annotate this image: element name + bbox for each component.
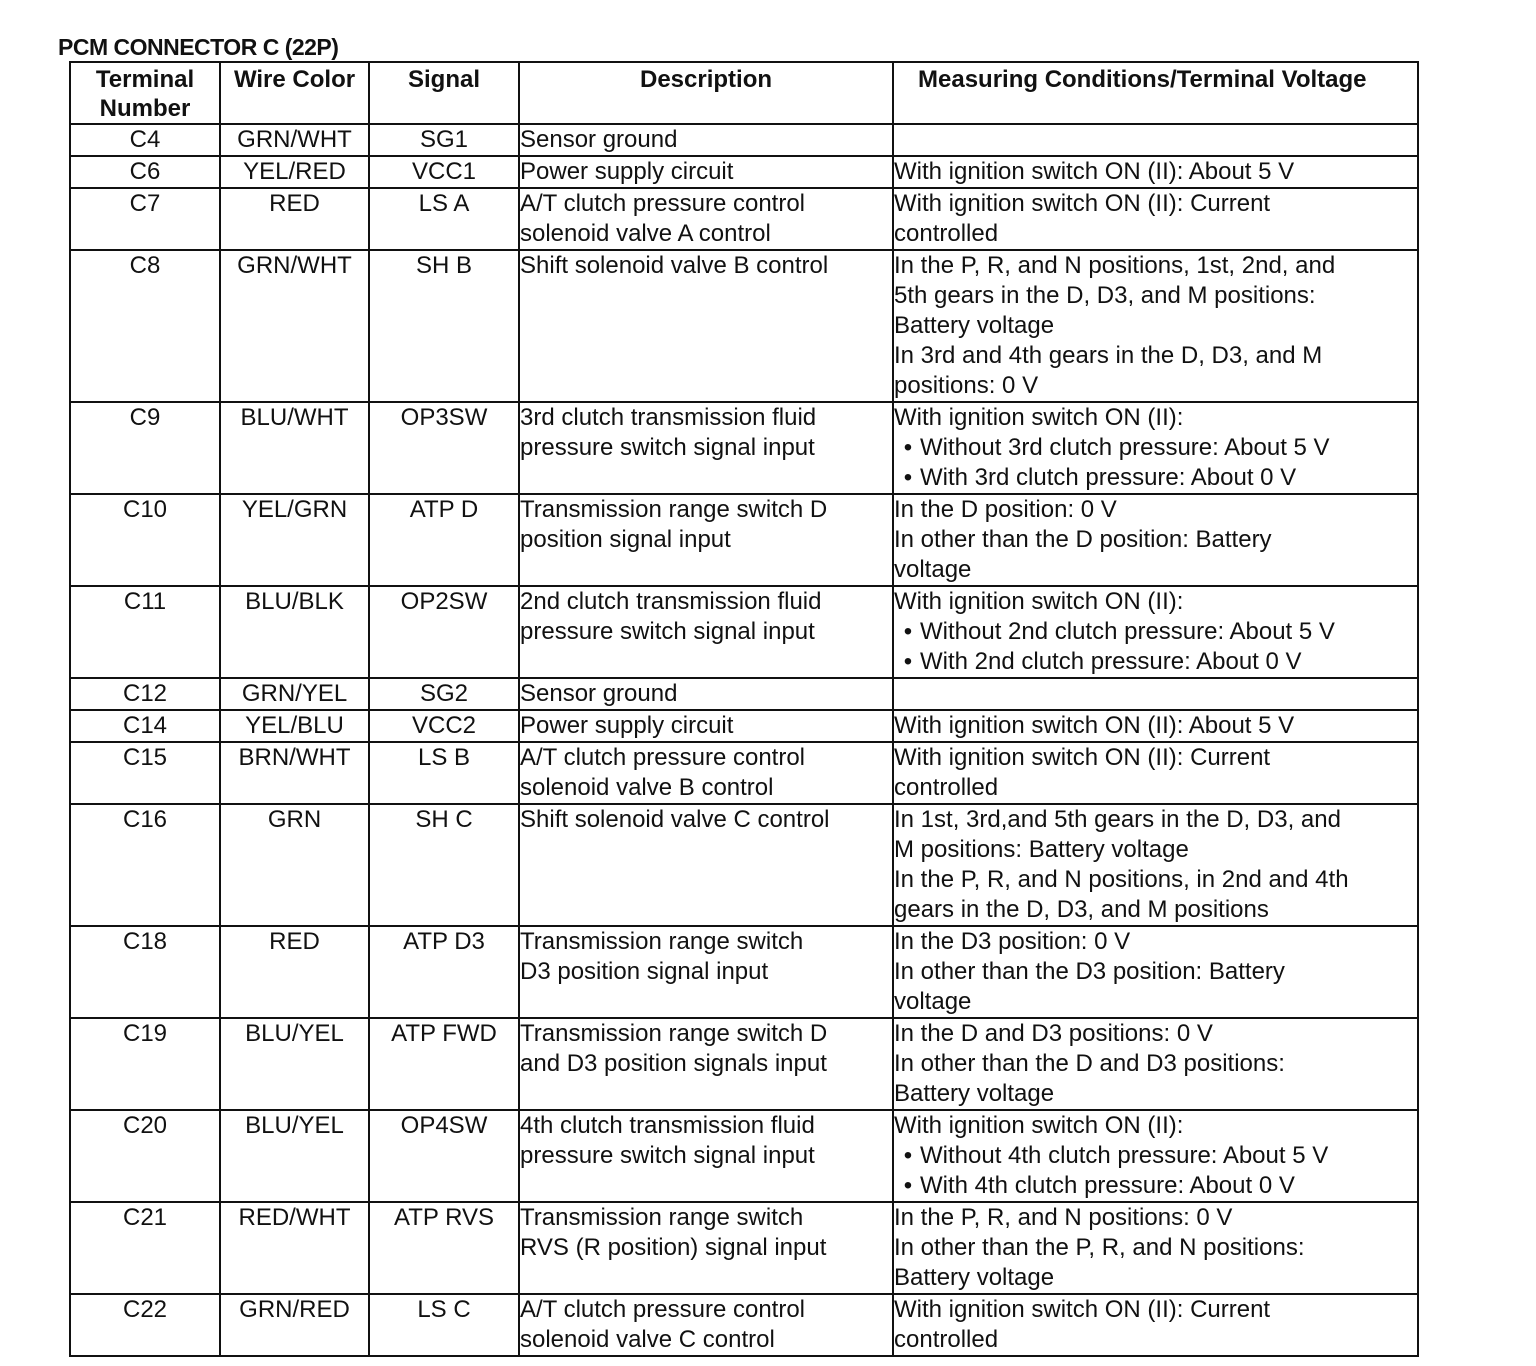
signal-cell: VCC1 (369, 156, 519, 188)
wire-color-cell: GRN (220, 804, 369, 926)
table-row (70, 1294, 1418, 1356)
terminal-number-cell: C12 (70, 678, 220, 710)
description-line: pressure switch signal input (520, 618, 815, 645)
description-cell (519, 804, 893, 926)
wire-color-cell: BLU/BLK (220, 586, 369, 678)
header-terminal-number: Terminal Number (70, 62, 220, 124)
wire-color-cell: GRN/RED (220, 1294, 369, 1356)
description-cell (519, 1202, 893, 1294)
wire-color-cell: GRN/WHT (220, 250, 369, 402)
measuring-bullet-item (894, 433, 1417, 463)
description-cell (519, 678, 893, 710)
measuring-line: positions: 0 V (894, 372, 1039, 399)
measuring-line: M positions: Battery voltage (894, 836, 1189, 863)
description-line: Transmission range switch D (520, 496, 828, 523)
measuring-line: gears in the D, D3, and M positions (894, 896, 1269, 923)
terminal-number-cell: C4 (70, 124, 220, 156)
measuring-conditions-cell (893, 926, 1418, 1018)
table-row (70, 1110, 1418, 1202)
signal-cell: SH B (369, 250, 519, 402)
signal-cell: ATP D (369, 494, 519, 586)
measuring-bullet-text: Without 3rd clutch pressure: About 5 V (920, 434, 1330, 461)
measuring-bullet-text: Without 4th clutch pressure: About 5 V (920, 1142, 1329, 1169)
measuring-bullet-item (894, 1171, 1417, 1201)
description-line: A/T clutch pressure control (520, 190, 806, 217)
wire-color-cell: RED (220, 188, 369, 250)
measuring-conditions-cell (893, 188, 1418, 250)
measuring-line: In the P, R, and N positions: 0 V (894, 1204, 1233, 1231)
table-row (70, 804, 1418, 926)
terminal-number-cell: C21 (70, 1202, 220, 1294)
header-signal: Signal (369, 62, 519, 124)
table-row (70, 188, 1418, 250)
description-line: and D3 position signals input (520, 1050, 827, 1077)
table-row (70, 678, 1418, 710)
measuring-line: With ignition switch ON (II): (894, 588, 1184, 615)
description-line: pressure switch signal input (520, 434, 815, 461)
measuring-conditions-cell (893, 250, 1418, 402)
measuring-conditions-cell (893, 1018, 1418, 1110)
description-line: Power supply circuit (520, 158, 734, 185)
table-header-row (70, 62, 1418, 124)
bullet-icon: • (903, 1172, 913, 1199)
measuring-line: In other than the D and D3 positions: (894, 1050, 1285, 1077)
measuring-line: In the P, R, and N positions, in 2nd and 4th (894, 866, 1349, 893)
description-cell (519, 1110, 893, 1202)
measuring-line: In the D and D3 positions: 0 V (894, 1020, 1213, 1047)
wire-color-cell: BLU/YEL (220, 1110, 369, 1202)
wire-color-cell: YEL/RED (220, 156, 369, 188)
measuring-bullet-text: With 4th clutch pressure: About 0 V (920, 1172, 1295, 1199)
measuring-line: controlled (894, 220, 999, 247)
description-cell (519, 1294, 893, 1356)
measuring-line: 5th gears in the D, D3, and M positions: (894, 282, 1316, 309)
wire-color-cell: BRN/WHT (220, 742, 369, 804)
description-cell (519, 188, 893, 250)
wire-color-cell: YEL/GRN (220, 494, 369, 586)
measuring-bullet-item (894, 1141, 1417, 1171)
table-body (70, 124, 1418, 1356)
description-line: 3rd clutch transmission fluid (520, 404, 817, 431)
measuring-line: Battery voltage (894, 1264, 1055, 1291)
wire-color-cell: BLU/YEL (220, 1018, 369, 1110)
description-cell (519, 124, 893, 156)
bullet-icon: • (903, 618, 913, 645)
bullet-icon: • (903, 648, 913, 675)
signal-cell: SG2 (369, 678, 519, 710)
table-row (70, 402, 1418, 494)
description-line: A/T clutch pressure control (520, 744, 806, 771)
signal-cell: OP3SW (369, 402, 519, 494)
measuring-line: In other than the D position: Battery (894, 526, 1272, 553)
signal-cell: ATP RVS (369, 1202, 519, 1294)
terminal-number-cell: C7 (70, 188, 220, 250)
measuring-bullet-item (894, 463, 1417, 493)
description-line: solenoid valve A control (520, 220, 771, 247)
wire-color-cell: RED/WHT (220, 1202, 369, 1294)
description-cell (519, 156, 893, 188)
measuring-line: With ignition switch ON (II): (894, 404, 1184, 431)
description-line: Transmission range switch D (520, 1020, 828, 1047)
measuring-line: In other than the P, R, and N positions: (894, 1234, 1305, 1261)
description-line: Sensor ground (520, 126, 678, 153)
measuring-line: In 1st, 3rd,and 5th gears in the D, D3, and (894, 806, 1341, 833)
signal-cell: ATP D3 (369, 926, 519, 1018)
description-cell (519, 494, 893, 586)
bullet-icon: • (903, 434, 913, 461)
measuring-line: controlled (894, 1326, 999, 1353)
measuring-line: With ignition switch ON (II): Current (894, 190, 1271, 217)
measuring-line: In other than the D3 position: Battery (894, 958, 1285, 985)
measuring-conditions-cell (893, 1294, 1418, 1356)
signal-cell: OP2SW (369, 586, 519, 678)
terminal-number-cell: C19 (70, 1018, 220, 1110)
measuring-line: Battery voltage (894, 312, 1055, 339)
measuring-conditions-cell (893, 742, 1418, 804)
table-row (70, 250, 1418, 402)
wire-color-cell: BLU/WHT (220, 402, 369, 494)
measuring-bullet-text: Without 2nd clutch pressure: About 5 V (920, 618, 1335, 645)
measuring-conditions-cell (893, 1202, 1418, 1294)
description-cell (519, 1018, 893, 1110)
signal-cell: LS A (369, 188, 519, 250)
measuring-conditions-cell (893, 124, 1418, 156)
measuring-bullet-item (894, 617, 1417, 647)
description-line: D3 position signal input (520, 958, 769, 985)
measuring-conditions-cell (893, 402, 1418, 494)
header-wire-color: Wire Color (220, 62, 369, 124)
description-line: 2nd clutch transmission fluid (520, 588, 822, 615)
measuring-line: With ignition switch ON (II): Current (894, 1296, 1271, 1323)
signal-cell: VCC2 (369, 710, 519, 742)
wire-color-cell: YEL/BLU (220, 710, 369, 742)
measuring-conditions-cell (893, 494, 1418, 586)
measuring-line: voltage (894, 988, 972, 1015)
terminal-number-cell: C10 (70, 494, 220, 586)
measuring-conditions-cell (893, 710, 1418, 742)
terminal-number-cell: C22 (70, 1294, 220, 1356)
table-row (70, 156, 1418, 188)
description-line: Sensor ground (520, 680, 678, 707)
description-cell (519, 402, 893, 494)
terminal-number-cell: C20 (70, 1110, 220, 1202)
wire-color-cell: RED (220, 926, 369, 1018)
measuring-line: Battery voltage (894, 1080, 1055, 1107)
terminal-number-cell: C6 (70, 156, 220, 188)
terminal-number-cell: C18 (70, 926, 220, 1018)
measuring-conditions-cell (893, 156, 1418, 188)
description-cell (519, 742, 893, 804)
terminal-number-cell: C14 (70, 710, 220, 742)
signal-cell: LS C (369, 1294, 519, 1356)
terminal-number-cell: C8 (70, 250, 220, 402)
measuring-line: With ignition switch ON (II): About 5 V (894, 158, 1295, 185)
signal-cell: SH C (369, 804, 519, 926)
description-line: Shift solenoid valve B control (520, 252, 829, 279)
wire-color-cell: GRN/WHT (220, 124, 369, 156)
signal-cell: ATP FWD (369, 1018, 519, 1110)
table-row (70, 926, 1418, 1018)
table-row (70, 710, 1418, 742)
header-description: Description (519, 62, 893, 124)
page-title: PCM CONNECTOR C (22P) (58, 34, 339, 60)
measuring-bullet-item (894, 647, 1417, 677)
terminal-number-cell: C16 (70, 804, 220, 926)
description-line: solenoid valve C control (520, 1326, 775, 1353)
measuring-line: voltage (894, 556, 972, 583)
measuring-line: With ignition switch ON (II): (894, 1112, 1184, 1139)
measuring-conditions-cell (893, 1110, 1418, 1202)
signal-cell: SG1 (369, 124, 519, 156)
table-row (70, 586, 1418, 678)
description-line: Shift solenoid valve C control (520, 806, 830, 833)
table-row (70, 742, 1418, 804)
table-row (70, 124, 1418, 156)
description-cell (519, 250, 893, 402)
description-line: Transmission range switch (520, 1204, 804, 1231)
bullet-icon: • (903, 1142, 913, 1169)
table-row (70, 1018, 1418, 1110)
measuring-conditions-cell (893, 678, 1418, 710)
signal-cell: LS B (369, 742, 519, 804)
description-line: solenoid valve B control (520, 774, 774, 801)
description-cell (519, 586, 893, 678)
signal-cell: OP4SW (369, 1110, 519, 1202)
table-row (70, 1202, 1418, 1294)
description-line: Power supply circuit (520, 712, 734, 739)
terminal-number-cell: C9 (70, 402, 220, 494)
header-measuring-conditions: Measuring Conditions/Terminal Voltage (893, 62, 1418, 124)
measuring-bullet-text: With 2nd clutch pressure: About 0 V (920, 648, 1302, 675)
measuring-bullet-text: With 3rd clutch pressure: About 0 V (920, 464, 1297, 491)
measuring-line: In 3rd and 4th gears in the D, D3, and M (894, 342, 1323, 369)
description-line: RVS (R position) signal input (520, 1234, 827, 1261)
measuring-line: With ignition switch ON (II): About 5 V (894, 712, 1295, 739)
table-row (70, 494, 1418, 586)
terminal-number-cell: C11 (70, 586, 220, 678)
description-line: pressure switch signal input (520, 1142, 815, 1169)
measuring-conditions-cell (893, 804, 1418, 926)
measuring-line: In the P, R, and N positions, 1st, 2nd, and (894, 252, 1336, 279)
description-line: position signal input (520, 526, 731, 553)
measuring-line: In the D3 position: 0 V (894, 928, 1131, 955)
measuring-line: controlled (894, 774, 999, 801)
bullet-icon: • (903, 464, 913, 491)
measuring-line: With ignition switch ON (II): Current (894, 744, 1271, 771)
measuring-line: In the D position: 0 V (894, 496, 1117, 523)
description-line: 4th clutch transmission fluid (520, 1112, 815, 1139)
description-cell (519, 710, 893, 742)
wire-color-cell: GRN/YEL (220, 678, 369, 710)
description-line: A/T clutch pressure control (520, 1296, 806, 1323)
pcm-connector-table (69, 61, 1419, 1357)
terminal-number-cell: C15 (70, 742, 220, 804)
description-line: Transmission range switch (520, 928, 804, 955)
description-cell (519, 926, 893, 1018)
measuring-conditions-cell (893, 586, 1418, 678)
